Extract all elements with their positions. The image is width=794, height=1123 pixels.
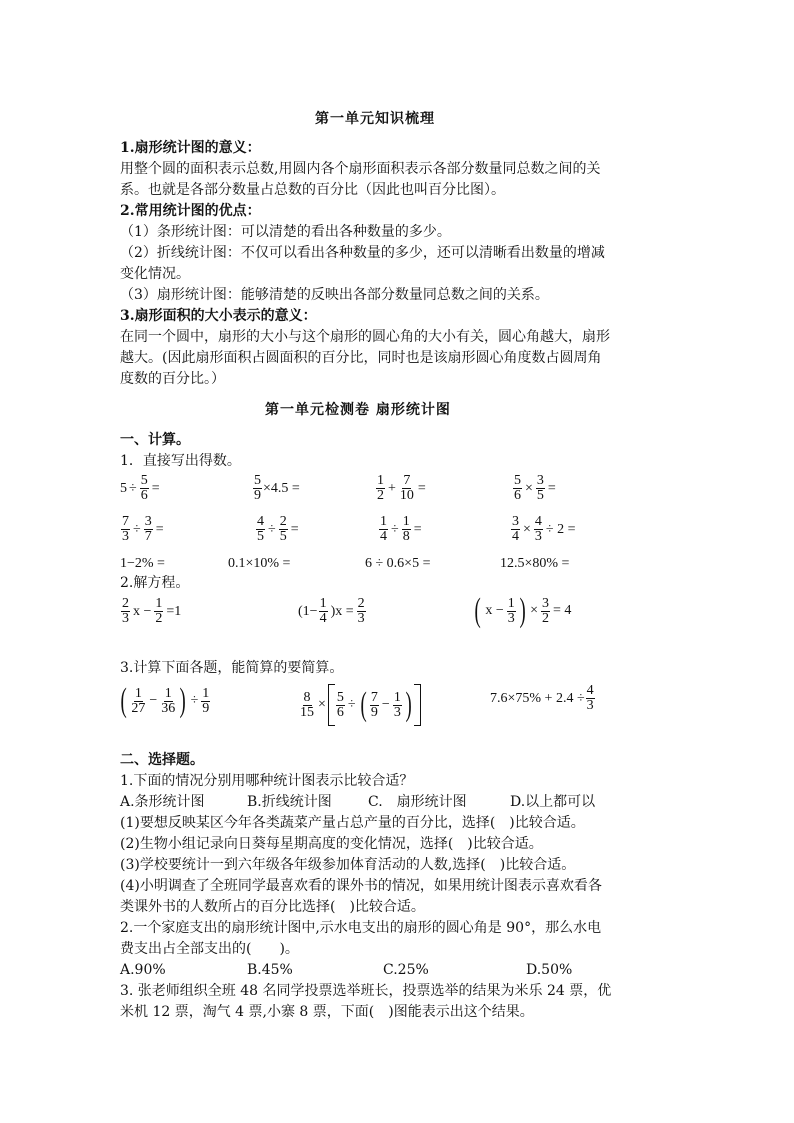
expr-c3: 6 ÷ 0.6×5 = [365,556,431,571]
numerator: 3 [144,514,152,529]
bracket-right [414,684,421,726]
choice-q2: 费支出占全部支出的( )。 [120,941,299,957]
q3-label: 3.计算下面各题，能简算的要简算。 [120,660,344,676]
denominator: 36 [161,700,176,716]
numerator: 4 [257,514,264,529]
expr-text: ×4.5 = [263,480,300,496]
summary-s2-heading: 2.常用统计图的优点： [120,203,261,219]
numerator: 5 [514,473,521,488]
choice-option: D.50% [526,962,573,978]
denominator: 9 [254,488,261,503]
fraction [513,474,522,503]
choice-option: B.45% [247,962,293,978]
expr-op: = [155,521,164,537]
expr-b2 [255,515,301,544]
fraction [586,684,595,713]
fraction [121,515,130,544]
numerator: 1 [155,596,163,611]
expr-b3 [378,515,424,544]
denominator: 3 [393,704,401,720]
expr-op: = [290,521,299,537]
equation-3 [472,594,573,628]
choice-option: D.以上都可以 [510,794,596,810]
numerator: 3 [536,473,544,488]
expr-text: x − [485,603,504,618]
denominator: 4 [380,529,387,544]
denominator: 3 [122,529,129,544]
choice-q1: 1.下面的情况分别用哪种统计图表示比较合适？ [120,773,414,789]
paren: ) [405,686,412,723]
fraction [536,474,545,503]
fraction [376,474,385,503]
numerator: 5 [254,473,261,488]
fraction [279,515,288,544]
denominator: 6 [336,704,344,720]
fraction [379,515,388,544]
denominator: 3 [122,611,129,626]
fraction [256,515,265,544]
numerator: 2 [357,596,365,611]
choice-item: (2)生物小组记录向日葵每星期高度的变化情况，选择( )比较合适。 [120,836,543,852]
fraction [253,474,262,503]
expr-b4 [510,515,578,544]
numerator: 1 [393,689,401,705]
summary-s2-line: 变化情况。 [120,266,190,282]
fraction [319,597,328,626]
denominator: 2 [541,610,549,626]
denominator: 27 [131,700,146,716]
equation-1 [120,597,183,626]
expr-text: )x = [330,603,354,619]
denominator: 10 [399,488,414,503]
expr-c4: 12.5×80% = [500,556,570,571]
summary-s3-line: 在同一个圆中，扇形的大小与这个扇形的圆心角的大小有关，圆心角越大，扇形 [120,329,610,345]
expr-op: + [388,480,396,496]
bracket-left [328,684,335,726]
numerator: 1 [402,514,410,529]
choice-option: C. 扇形统计图 [368,794,467,810]
numerator: 1 [164,685,172,701]
fraction [402,515,411,544]
fraction [201,687,210,716]
numerator: 3 [512,514,519,529]
expr-a1 [120,474,162,503]
denominator: 15 [300,704,314,720]
summary-s1-line: 用整个圆的面积表示总数,用圆内各个扇形面积表示各部分数量同总数之间的关 [120,161,601,177]
denominator: 4 [319,611,327,626]
summary-s3-line: 越大。(因此扇形面积占圆面积的百分比，同时也是该扇形圆心角度数占圆周角 [120,350,602,366]
choice-option: A.条形统计图 [120,794,205,810]
denominator: 9 [202,700,210,716]
q1-label: 1．直接写出得数。 [120,453,241,469]
paren: ) [519,592,526,629]
summary-s3-line: 度数的百分比。） [120,371,225,387]
expr-text: 5 [120,480,127,496]
numerator: 1 [377,473,384,488]
fraction [541,597,550,626]
expr-op: − [381,697,390,712]
choice-option: B.折线统计图 [247,794,332,810]
denominator: 3 [507,610,515,626]
fraction [336,691,345,720]
summary-title: 第一单元知识梳理 [315,111,435,127]
fraction [299,691,315,720]
choice-item: (4)小明调查了全班同学最喜欢看的课外书的情况，如果用统计图表示喜欢看各 [120,878,602,894]
fraction [393,691,402,720]
fraction [130,687,146,716]
test-title: 第一单元检测卷 扇形统计图 [265,402,451,418]
expr-op: × [525,480,533,496]
q2-label: 2.解方程。 [120,575,190,591]
expr-op: = [417,480,426,496]
choice-item: (1)要想反映某区今年各类蔬菜产量占总产量的百分比，选择( )比较合适。 [120,815,585,831]
choice-item: 类课外书的人数所占的百分比选择( )比较合适。 [120,899,425,915]
expr-op: = [151,480,160,496]
denominator: 8 [402,529,410,544]
numerator: 4 [586,683,594,698]
numerator: 4 [534,514,542,529]
expr-f1 [118,684,211,718]
denominator: 2 [155,611,163,626]
expr-op: ÷ [133,521,141,537]
denominator: 3 [534,529,542,544]
expr-op: = [413,521,422,537]
expr-text: x − [133,603,152,619]
numerator: 5 [140,473,148,488]
denominator: 5 [257,529,264,544]
summary-s2-line: （2）折线统计图：不仅可以看出各种数量的多少，还可以清晰看出数量的增减 [120,245,605,261]
denominator: 3 [586,698,594,713]
numerator: 7 [403,473,411,488]
expr-op: × [318,697,326,712]
fraction [160,687,176,716]
choice-q3: 3. 张老师组织全班 48 名同学投票选举班长，投票选举的结果为米乐 24 票，优 [120,983,612,999]
fraction [121,597,130,626]
denominator: 4 [512,529,519,544]
fraction [511,515,520,544]
paren: ( [120,682,127,719]
expr-op: ÷ [129,480,137,496]
numerator: 5 [336,689,344,705]
numerator: 1 [134,685,142,701]
paren: ( [360,686,367,723]
expr-op: × [523,521,531,537]
summary-s1-heading: 1.扇形统计图的意义： [120,140,261,156]
paren: ) [179,682,187,719]
expr-f3 [490,684,596,713]
numerator: 3 [541,595,549,611]
expr-text: =1 [166,603,182,619]
denominator: 6 [514,488,521,503]
denominator: 7 [144,529,152,544]
expr-op: ÷ [391,521,399,537]
expr-f2 [298,684,421,726]
choice-q3: 米机 12 票，淘气 4 票,小寨 8 票，下面( )图能表示出这个结果。 [120,1004,534,1020]
expr-text: 7.6×75% + 2.4 ÷ [490,690,585,706]
fraction [144,515,153,544]
denominator: 5 [279,529,287,544]
fraction [534,515,543,544]
summary-s2-line: （3）扇形统计图：能够清楚的反映出各部分数量同总数之间的关系。 [120,287,549,303]
fraction [370,691,379,720]
numerator: 7 [122,514,129,529]
expr-c2: 0.1×10% = [228,556,291,571]
numerator: 2 [279,514,287,529]
numerator: 7 [370,689,378,705]
paren: ( [474,592,481,629]
numerator: 8 [303,689,311,705]
part1-heading: 一、计算。 [120,432,190,448]
denominator: 9 [370,704,378,720]
summary-s2-line: （1）条形统计图：可以清楚的看出各种数量的多少。 [120,224,451,240]
numerator: 2 [122,596,129,611]
fraction [357,597,366,626]
expr-c1: 1−2% = [120,556,165,571]
choice-option: C.25% [383,962,429,978]
expr-op: ÷ [190,693,199,708]
expr-text: = 4 [552,603,572,618]
expr-a2 [252,474,300,503]
denominator: 5 [536,488,544,503]
expr-op: ÷ [347,697,356,712]
numerator: 1 [319,596,327,611]
expr-text: ÷ 2 = [545,521,576,537]
choice-item: (3)学校要统计一到六年级各年级参加体育活动的人数,选择( )比较合适。 [120,857,576,873]
part2-heading: 二、选择题。 [120,752,204,768]
choice-q2: 2.一个家庭支出的扇形统计图中,示水电支出的扇形的圆心角是 90°，那么水电 [120,920,602,936]
numerator: 1 [202,685,210,701]
expr-text: (1− [298,603,318,619]
numerator: 1 [507,595,515,611]
expr-op: = [547,480,556,496]
denominator: 6 [140,488,148,503]
denominator: 2 [377,488,384,503]
expr-op: − [149,693,158,708]
expr-a4 [512,474,558,503]
expr-op: ÷ [268,521,276,537]
summary-s3-heading: 3.扇形面积的大小表示的意义： [120,308,317,324]
expr-a3 [375,474,428,503]
fraction [140,474,149,503]
equation-2 [298,597,367,626]
denominator: 3 [357,611,365,626]
fraction [399,474,415,503]
summary-s1-line: 系。也就是各部分数量占总数的百分比（因此也叫百分比图）。 [120,182,505,198]
choice-option: A.90% [120,962,166,978]
numerator: 1 [380,514,387,529]
fraction [507,597,516,626]
expr-b1 [120,515,166,544]
expr-op: × [530,603,538,618]
fraction [154,597,163,626]
